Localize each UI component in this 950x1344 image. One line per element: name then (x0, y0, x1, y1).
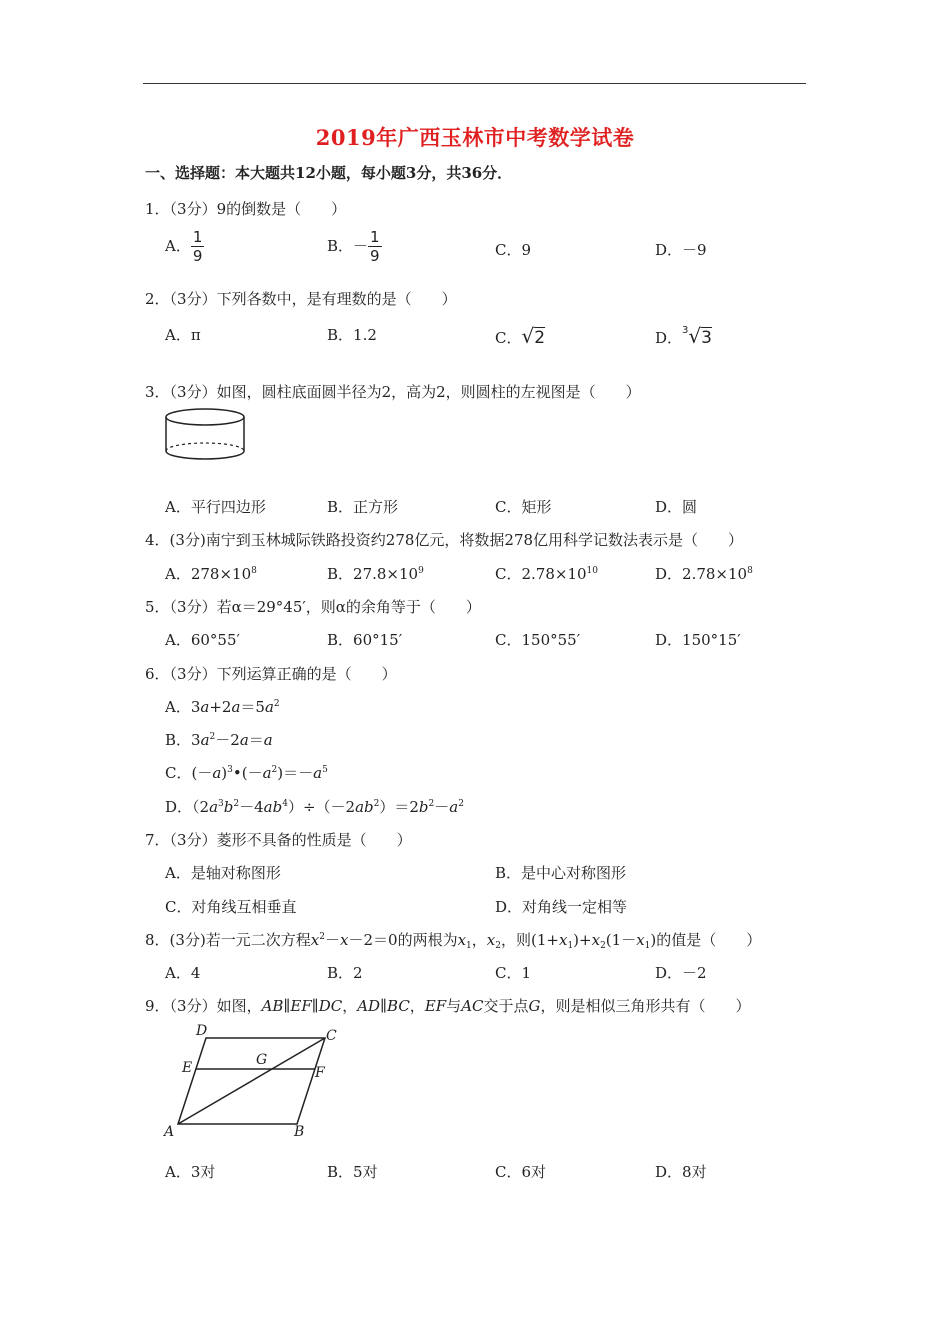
q2-option-c: C．√2 (495, 324, 546, 348)
q6-option-c: C．$(-a)^3•(-a^2)=-a^5$ (165, 764, 328, 782)
label-c: C (326, 1028, 337, 1044)
label-e: E (182, 1060, 193, 1076)
label-b: B (294, 1124, 305, 1140)
q6-stem: 6．（3分）下列运算正确的是（ ） (145, 665, 397, 683)
q5-option-b: B．60°15′ (327, 631, 403, 649)
q1-option-d: D．－9 (655, 241, 707, 259)
q8-option-d: D．－2 (655, 964, 707, 982)
section-heading: 一、选择题：本大题共12小题，每小题3分，共36分． (145, 164, 513, 182)
q8-option-c: C．1 (495, 964, 532, 982)
header-rule (143, 83, 806, 84)
label-g: G (256, 1052, 268, 1068)
q4-option-a: A．$278\times 10^8$ (165, 565, 257, 583)
q3-option-a: A．平行四边形 (165, 498, 266, 516)
q4-option-b: B．$27.8\times 10^9$ (327, 565, 424, 583)
q9-option-a: A．3对 (165, 1163, 216, 1181)
q6-option-a: A．$3a+2a=5a^2$ (165, 698, 280, 716)
label-a: A (164, 1124, 175, 1140)
q4-option-d: D．$2.78\times 10^8$ (655, 565, 753, 583)
q4-stem: 4．(3分)南宁到玉林城际铁路投资约278亿元，将数据278亿用科学记数法表示是（ ） (145, 531, 744, 549)
q6-option-d: D．$(2a^3b^2-4ab^4)\div(-2ab^2)=2b^2-a^2$ (165, 798, 464, 816)
q1-option-c: C．9 (495, 241, 532, 259)
q3-stem: 3．（3分）如图，圆柱底面圆半径为2，高为2，则圆柱的左视图是（ ） (145, 383, 641, 401)
q9-option-b: B．5对 (327, 1163, 378, 1181)
q7-option-b: B．是中心对称图形 (495, 864, 627, 882)
q7-option-a: A．是轴对称图形 (165, 864, 281, 882)
q5-option-a: A．60°55′ (165, 631, 240, 649)
q2-option-b: B．1.2 (327, 326, 377, 344)
q7-option-d: D．对角线一定相等 (495, 898, 628, 916)
q2-option-a: A．π (165, 326, 201, 344)
parallelogram-figure (160, 1020, 350, 1145)
q1-stem: 1．（3分）9的倒数是（ ） (145, 200, 347, 218)
q2-option-d: D．$^3$√3 (655, 324, 712, 348)
q5-stem: 5．（3分）若α＝29°45′，则α的余角等于（ ） (145, 598, 481, 616)
q4-option-c: C．$2.78\times 10^{10}$ (495, 565, 598, 583)
q1-option-a: A． $\frac{1}{9}$ (165, 228, 203, 265)
q5-option-d: D．150°15′ (655, 631, 741, 649)
q7-option-c: C．对角线互相垂直 (165, 898, 297, 916)
q8-stem: 8．(3分)若一元二次方程$x^2-x-2=0$的两根为$x_1$，$x_2$，则$(1+x_1)+x_2(1-x_1)$的值是（ ） (145, 931, 762, 951)
page-title: 2019年广西玉林市中考数学试卷 (315, 125, 635, 150)
q8-option-b: B．2 (327, 964, 363, 982)
label-f: F (315, 1065, 325, 1081)
q3-option-b: B．正方形 (327, 498, 399, 516)
q9-option-c: C．6对 (495, 1163, 547, 1181)
cylinder-figure (162, 406, 248, 466)
q2-stem: 2．（3分）下列各数中，是有理数的是（ ） (145, 290, 457, 308)
q6-option-b: B．$3a^2-2a=a$ (165, 731, 273, 749)
q9-option-d: D．8对 (655, 1163, 707, 1181)
q1-option-b: B．－ $\frac{1}{9}$ (327, 228, 380, 265)
q5-option-c: C．150°55′ (495, 631, 581, 649)
q9-stem: 9．（3分）如图，AB∥EF∥DC，AD∥BC，EF与AC交于点G，则是相似三角形共有（ ） (145, 997, 751, 1015)
q3-option-c: C．矩形 (495, 498, 552, 516)
q8-option-a: A．4 (165, 964, 201, 982)
q7-stem: 7．（3分）菱形不具备的性质是（ ） (145, 831, 412, 849)
q3-option-d: D．圆 (655, 498, 698, 516)
label-d: D (196, 1023, 208, 1039)
